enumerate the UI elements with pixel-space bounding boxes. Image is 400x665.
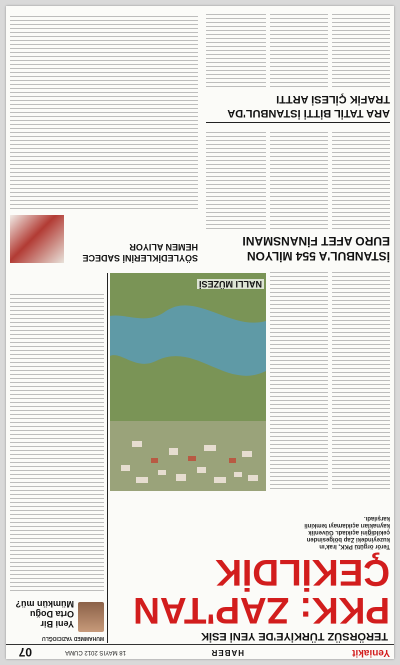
lead-body-col2 (270, 269, 328, 489)
river-illustration (110, 273, 266, 491)
column-title-line1: Yeni Bir (40, 619, 74, 629)
story4-photo (10, 215, 64, 263)
story4-headline-line2: HEMEN ALIYOR (129, 242, 198, 252)
lead-body-col1 (332, 269, 390, 489)
lead-deck: Terör örgütü PKK, Irak'ın kuzeyindeki Zap bölgesinden çekildiğini açıkladı. Güvenlik kaynakları açıklamayı temkinli karşıladı. (304, 515, 390, 549)
story3-body-col3 (206, 11, 266, 87)
aerial-photo (110, 273, 266, 491)
page-number: 07 (18, 645, 32, 659)
story2-body-col2 (270, 129, 328, 229)
lead-kicker: TERÖRSÜZ TÜRKİYE'DE YENİ ESİK (201, 630, 388, 642)
story4-body (10, 13, 198, 209)
story2-body-col1 (332, 129, 390, 229)
photo-caption: NALLI MÜZESİ (199, 279, 262, 289)
lead-headline-line2: ÇEKİLDİK (215, 552, 390, 593)
story3-headline-line2: TRAFİK ÇİLESİ ARTTI (276, 93, 390, 105)
column-author-photo (78, 602, 104, 632)
column-title-line2: Orta Doğu (30, 609, 74, 619)
section-label: HABER (210, 648, 244, 657)
story3-body-col1 (332, 11, 390, 87)
story2-body-col3 (206, 129, 266, 229)
column-title-line3: Mümkün mü? (15, 599, 74, 609)
column-author: MUHAMMED YAZICIOĞLU (42, 635, 104, 641)
lead-headline-line1: PKK: ZAP'TAN (133, 590, 390, 631)
column-box (10, 273, 104, 643)
story4-headline-line1: SÖYLEDİKLERİNİ SADECE (82, 253, 198, 263)
story2-headline-line2: EURO AFET FİNANSMANI (242, 234, 390, 248)
issue-date: 18 MAYIS 2012 CUMA (65, 649, 126, 655)
newspaper-page (6, 6, 394, 659)
masthead-bar (6, 644, 394, 659)
story3-body-col2 (270, 11, 328, 87)
story3-headline-line1: ARA TATİL BİTTİ İSTANBUL'DA (227, 107, 390, 119)
column-body (10, 291, 104, 591)
masthead-brand: Yeniakit (352, 647, 390, 658)
story2-headline-line1: İSTANBUL'A 554 MİLYON (246, 249, 390, 263)
